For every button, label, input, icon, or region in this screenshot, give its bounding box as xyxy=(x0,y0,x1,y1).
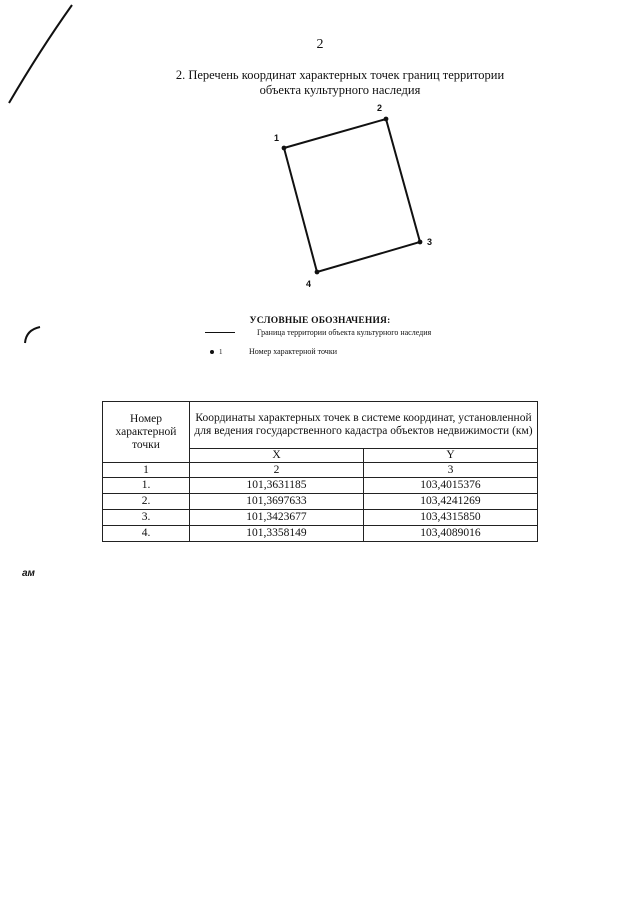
header-y: Y xyxy=(363,449,537,463)
header-point-number: Номер характерной точки xyxy=(103,402,190,463)
table-row xyxy=(103,510,538,526)
point-label-2: 2 xyxy=(377,103,383,113)
x-coordinate-cell: 101,3358149 xyxy=(190,526,364,542)
table-row xyxy=(103,494,538,510)
margin-stamp xyxy=(22,568,35,579)
column-index-row xyxy=(103,463,538,478)
table-row xyxy=(103,478,538,494)
boundary-point-3 xyxy=(418,240,423,245)
column-index-cell: 3 xyxy=(363,463,537,478)
boundary-point-1 xyxy=(282,146,287,151)
coordinates-table xyxy=(102,401,538,542)
boundary-point-4 xyxy=(315,270,320,275)
territory-boundary xyxy=(284,119,420,272)
x-coordinate-cell: 101,3631185 xyxy=(190,478,364,494)
legend-title: УСЛОВНЫЕ ОБОЗНАЧЕНИЯ: xyxy=(249,316,391,326)
legend-boundary-row xyxy=(205,328,431,337)
boundary-plan xyxy=(0,0,640,300)
section-title-line-2: объекта культурного наследия xyxy=(259,83,421,97)
margin-stamp-text: ам xyxy=(22,568,35,579)
legend-boundary-text: Граница территории объекта культурного наследия xyxy=(257,328,432,337)
point-number-cell: 1. xyxy=(103,478,190,494)
point-number-cell: 2. xyxy=(103,494,190,510)
point-label-4: 4 xyxy=(306,279,312,289)
y-coordinate-cell: 103,4315850 xyxy=(363,510,537,526)
x-coordinate-cell: 101,3423677 xyxy=(190,510,364,526)
point-label-1: 1 xyxy=(274,133,280,143)
point-number-cell: 4. xyxy=(103,526,190,542)
boundary-point-2 xyxy=(384,117,389,122)
legend-point-text: Номер характерной точки xyxy=(249,347,337,356)
column-index-cell: 2 xyxy=(190,463,364,478)
x-coordinate-cell: 101,3697633 xyxy=(190,494,364,510)
y-coordinate-cell: 103,4015376 xyxy=(363,478,537,494)
y-coordinate-cell: 103,4241269 xyxy=(363,494,537,510)
header-x: X xyxy=(190,449,364,463)
section-title-line-1: 2. Перечень координат характерных точек границ территории xyxy=(175,68,505,82)
page-number: 2 xyxy=(316,37,324,52)
point-number-cell: 3. xyxy=(103,510,190,526)
boundary-line-symbol xyxy=(205,332,235,333)
header-coordinates: Координаты характерных точек в системе координат, установленной для ведения государственного кадастра объектов недвижимости (км) xyxy=(190,402,538,449)
legend-point-row xyxy=(205,347,337,356)
point-marker-symbol xyxy=(210,350,214,354)
column-index-cell: 1 xyxy=(103,463,190,478)
point-label-3: 3 xyxy=(427,237,433,247)
table-header-row xyxy=(103,402,538,449)
legend-point-marker-label: 1 xyxy=(219,347,223,356)
table-row xyxy=(103,526,538,542)
y-coordinate-cell: 103,4089016 xyxy=(363,526,537,542)
